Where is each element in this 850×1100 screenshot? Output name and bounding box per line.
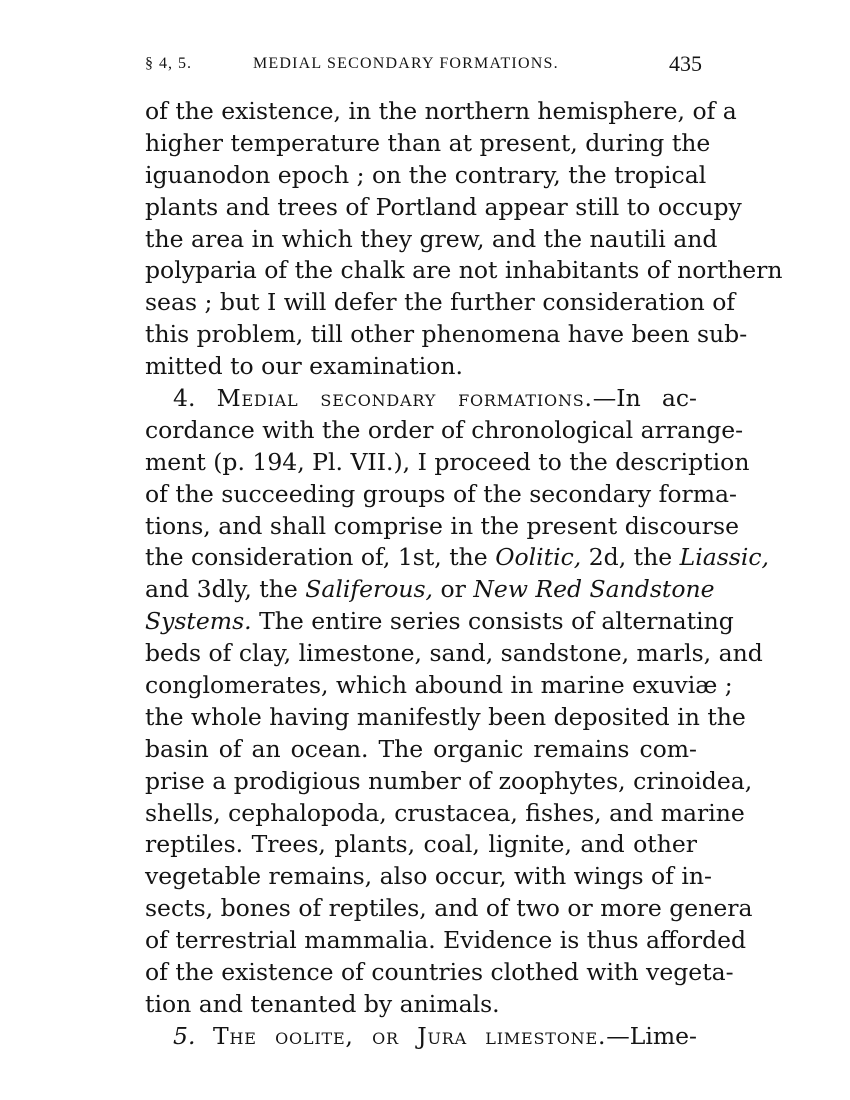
text-line: polyparia of the chalk are not inhabitants of northern [145, 256, 783, 285]
running-header [145, 51, 705, 81]
body-text [145, 96, 783, 1053]
text-line: basin of an ocean. The organic remains com- [145, 734, 697, 763]
text-line: the area in which they grew, and the nautili and [145, 224, 718, 253]
italic-term: Saliferous, [305, 575, 434, 604]
text-line [145, 606, 734, 638]
text-line: iguanodon epoch ; on the contrary, the tropical [145, 160, 707, 189]
text-line: vegetable remains, also occur, with wings of in- [145, 862, 712, 891]
text-line: tion and tenanted by animals. [145, 989, 500, 1018]
italic-term: Oolitic, [495, 543, 582, 572]
text-line: sects, bones of reptiles, and of two or more genera [145, 894, 753, 923]
text-line: mitted to our examination. [145, 352, 463, 381]
heading-continuation: —Lime- [606, 1021, 697, 1050]
text-line: cordance with the order of chronological arrange- [145, 415, 744, 444]
text-segment: or [433, 575, 474, 604]
section-reference: § 4, 5. [145, 55, 192, 72]
text-segment: and 3dly, the [145, 575, 306, 604]
text-segment: 2d, the [581, 543, 680, 572]
text-line: ment (p. 194, Pl. VII.), I proceed to the description [145, 447, 750, 476]
italic-term: Liassic, [679, 543, 770, 572]
text-line: plants and trees of Portland appear still to occupy [145, 192, 742, 221]
section-heading-line [145, 383, 697, 415]
section-heading: The oolite, or Jura limestone. [213, 1021, 607, 1050]
text-line: of the existence of countries clothed with vegeta- [145, 958, 734, 987]
italic-term: New Red Sandstone [473, 575, 715, 604]
text-line [145, 542, 770, 574]
text-line: shells, cephalopoda, crustacea, fishes, and marine [145, 798, 745, 827]
text-line: beds of clay, limestone, sand, sandstone, marls, and [145, 639, 763, 668]
section-heading: Medial secondary formations. [216, 384, 593, 413]
text-line: prise a prodigious number of zoophytes, crinoidea, [145, 766, 753, 795]
text-line: tions, and shall comprise in the present discourse [145, 511, 739, 540]
running-title: MEDIAL SECONDARY FORMATIONS. [253, 55, 559, 72]
section-number: 5. [173, 1021, 196, 1050]
text-line: the whole having manifestly been deposited in the [145, 702, 746, 731]
text-line: of terrestrial mammalia. Evidence is thus afforded [145, 926, 747, 955]
section-number: 4. [173, 384, 196, 413]
text-line: this problem, till other phenomena have been sub- [145, 320, 748, 349]
text-line: reptiles. Trees, plants, coal, lignite, and other [145, 830, 697, 859]
text-line: of the existence, in the northern hemisphere, of a [145, 97, 737, 125]
heading-continuation: —In ac- [592, 384, 697, 413]
text-segment: the consideration of, 1st, the [145, 543, 496, 572]
text-line: of the succeeding groups of the secondary forma- [145, 479, 737, 508]
text-line: seas ; but I will defer the further consideration of [145, 288, 736, 317]
italic-term: Systems. [145, 607, 252, 636]
text-line: conglomerates, which abound in marine exuviæ ; [145, 671, 733, 700]
text-line: higher temperature than at present, during the [145, 128, 711, 157]
section-heading-line [145, 1021, 697, 1053]
text-line [145, 574, 715, 606]
text-segment: The entire series consists of alternating [251, 607, 734, 636]
page-number: 435 [669, 51, 702, 76]
